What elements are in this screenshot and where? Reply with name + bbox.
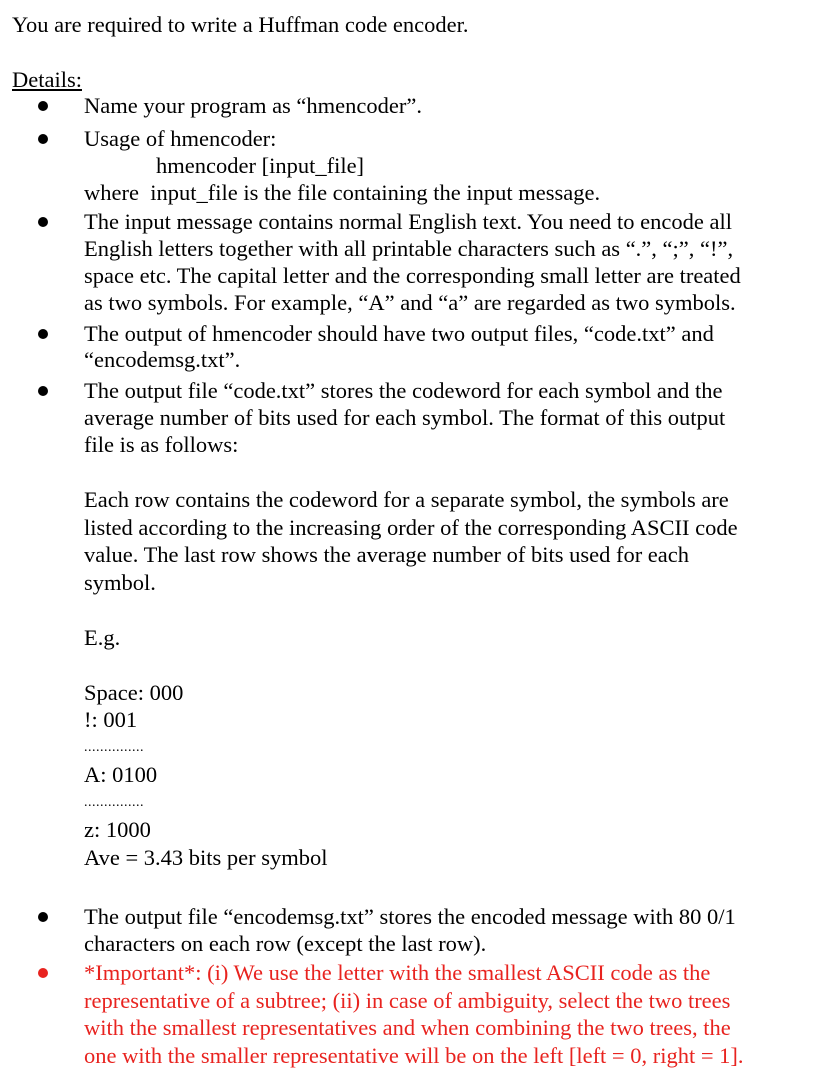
bullet-3-line-3: space etc. The capital letter and the corresponding small letter are treated	[84, 263, 741, 288]
usage-command: hmencoder [input_file]	[156, 153, 365, 178]
intro-sentence: You are required to write a Huffman code encoder.	[12, 12, 469, 37]
format-paragraph-line-1: Each row contains the codeword for a separate symbol, the symbols are	[84, 487, 729, 512]
example-a: A: 0100	[84, 762, 158, 787]
example-ellipsis-1: ...............	[84, 740, 144, 755]
bullet-1-text: Name your program as “hmencoder”.	[84, 93, 422, 118]
format-paragraph-line-4: symbol.	[84, 570, 156, 595]
usage-where: where input_file is the file containing the input message.	[84, 180, 601, 205]
format-paragraph-line-2: listed according to the increasing order of the corresponding ASCII code	[84, 515, 738, 540]
example-space: Space: 000	[84, 680, 184, 705]
bullet-6-dot	[38, 912, 48, 922]
bullet-1-dot	[38, 101, 48, 111]
example-exclamation: !: 001	[84, 707, 138, 732]
example-average: Ave = 3.43 bits per symbol	[84, 845, 328, 870]
bullet-6-line-1: The output file “encodemsg.txt” stores the encoded message with 80 0/1	[84, 904, 736, 929]
bullet-5-line-3: file is as follows:	[84, 432, 239, 457]
bullet-3-dot	[38, 217, 48, 227]
bullet-3-line-2: English letters together with all printable characters such as “.”, “;”, “!”,	[84, 236, 734, 261]
important-line-2: representative of a subtree; (ii) in case of ambiguity, select the two trees	[84, 988, 731, 1013]
bullet-5-dot	[38, 386, 48, 396]
bullet-4-dot	[38, 329, 48, 339]
example-ellipsis-2: ...............	[84, 795, 144, 810]
bullet-4-line-1: The output of hmencoder should have two output files, “code.txt” and	[84, 321, 714, 346]
bullet-7-dot	[38, 968, 48, 978]
example-label: E.g.	[84, 625, 121, 650]
bullet-2-dot	[38, 134, 48, 144]
important-line-3: with the smallest representatives and when combining the two trees, the	[84, 1015, 731, 1040]
bullet-2-text: Usage of hmencoder:	[84, 126, 277, 151]
bullet-3-line-1: The input message contains normal English text. You need to encode all	[84, 209, 732, 234]
bullet-3-line-4: as two symbols. For example, “A” and “a” are regarded as two symbols.	[84, 290, 736, 315]
bullet-5-line-1: The output file “code.txt” stores the codeword for each symbol and the	[84, 378, 723, 403]
bullet-6-line-2: characters on each row (except the last row).	[84, 931, 487, 956]
important-line-4: one with the smaller representative will be on the left [left = 0, right = 1].	[84, 1043, 744, 1068]
format-paragraph-line-3: value. The last row shows the average number of bits used for each	[84, 542, 690, 567]
details-heading: Details:	[12, 67, 82, 92]
bullet-4-line-2: “encodemsg.txt”.	[84, 347, 241, 372]
bullet-5-line-2: average number of bits used for each symbol. The format of this output	[84, 405, 726, 430]
important-line-1: *Important*: (i) We use the letter with the smallest ASCII code as the	[84, 960, 711, 985]
example-z: z: 1000	[84, 817, 151, 842]
